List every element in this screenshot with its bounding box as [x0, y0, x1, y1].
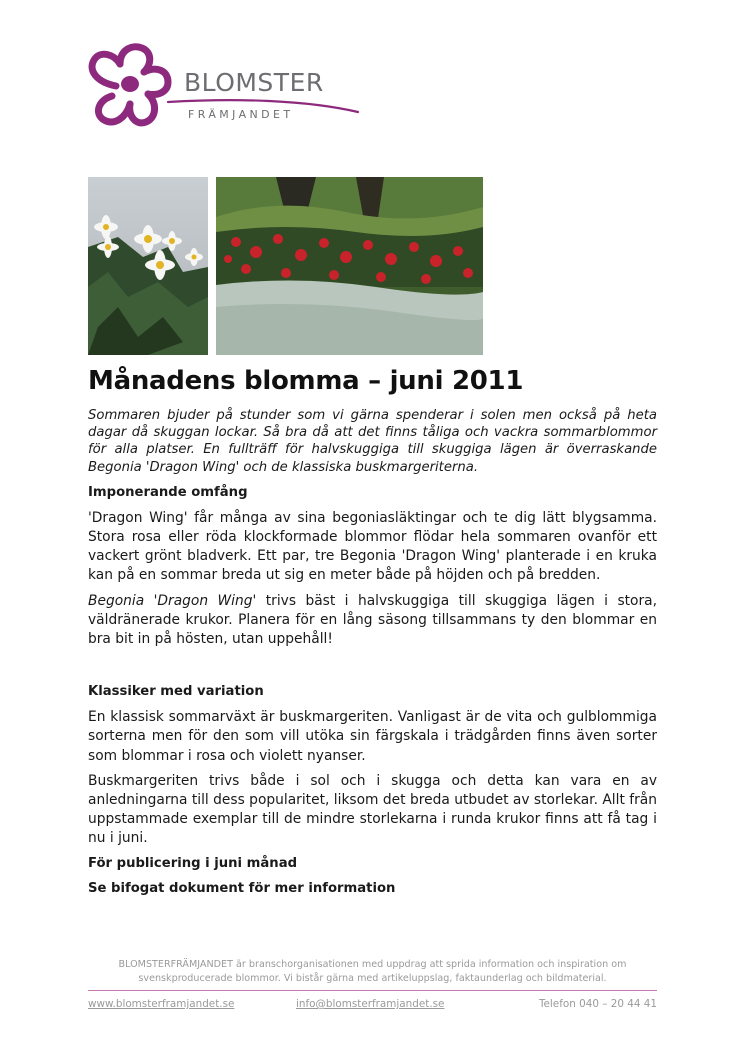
logo-subtitle: FRÄMJANDET	[188, 108, 294, 121]
footer-divider	[88, 990, 657, 991]
paragraph	[88, 592, 657, 650]
section-heading-klassiker: Klassiker med variation	[88, 684, 264, 700]
intro-paragraph: Sommaren bjuder på stunder som vi gärna spenderar i solen men också på heta dagar då skuggan lockar. Så bra då att det finns tåliga och vackra sommarblommor för alla platser. En fullträff för halvskuggiga till skuggiga lägen är överraskande Begonia 'Dragon Wing' och de klassiska buskmargeriterna.	[88, 408, 657, 475]
phone-number: Telefon 040 – 20 44 41	[538, 998, 657, 1010]
email-link[interactable]: info@blomsterframjandet.se	[296, 998, 445, 1010]
publication-note: För publicering i juni månad	[88, 855, 298, 871]
begonia-photo	[216, 177, 483, 355]
logo	[86, 42, 366, 136]
paragraph: Buskmargeriten trivs både i sol och i skugga och detta kan vara en av anledningarna till dess popularitet, liksom det breda utbudet av storlekar. Allt från uppstammade exemplar till de mindre storlekarna i runda krukor finns att få tag i nu i juni.	[88, 772, 657, 847]
footer-about: BLOMSTERFRÄMJANDET är branschorganisationen med uppdrag att sprida information och inspiration om svenskproducerade blommor. Vi bistår gärna med artikeluppslag, faktaunderlag och bildmaterial.	[118, 959, 627, 984]
logo-title: BLOMSTER	[184, 68, 324, 97]
italic-phrase: Begonia 'Dragon Wing'	[88, 592, 257, 609]
attachment-note: Se bifogat dokument för mer information	[88, 880, 396, 896]
paragraph-text: trivs bäst i halvskuggiga till skuggiga lägen i stora, väldränerade krukor. Planera för en lång säsong tillsammans ty den blommar en bra bit in på hösten, utan uppehåll!	[88, 592, 657, 648]
paragraph: 'Dragon Wing' får många av sina begoniasläktingar och te dig lätt blygsamma. Stora rosa eller röda klockformade blommor flödar hela sommaren ovanför ett vackert grönt bladverk. Ett par, tre Begonia 'Dragon Wing' planterade i en kruka kan på en sommar breda ut sig en meter både på höjden och på bredden.	[88, 509, 657, 584]
section-heading-omfang: Imponerande omfång	[88, 484, 248, 500]
paragraph: En klassisk sommarväxt är buskmargeriten. Vanligast är de vita och gulblommiga sorterna men för den som vill utöka sin färgskala i trädgården finns även sorter som blommar i rosa och violett nyanser.	[88, 709, 657, 764]
footer-contacts	[88, 998, 657, 1012]
marguerite-photo	[88, 177, 208, 355]
page-title: Månadens blomma – juni 2011	[88, 366, 524, 396]
article-body	[88, 407, 657, 905]
website-link[interactable]: www.blomsterframjandet.se	[88, 998, 235, 1010]
